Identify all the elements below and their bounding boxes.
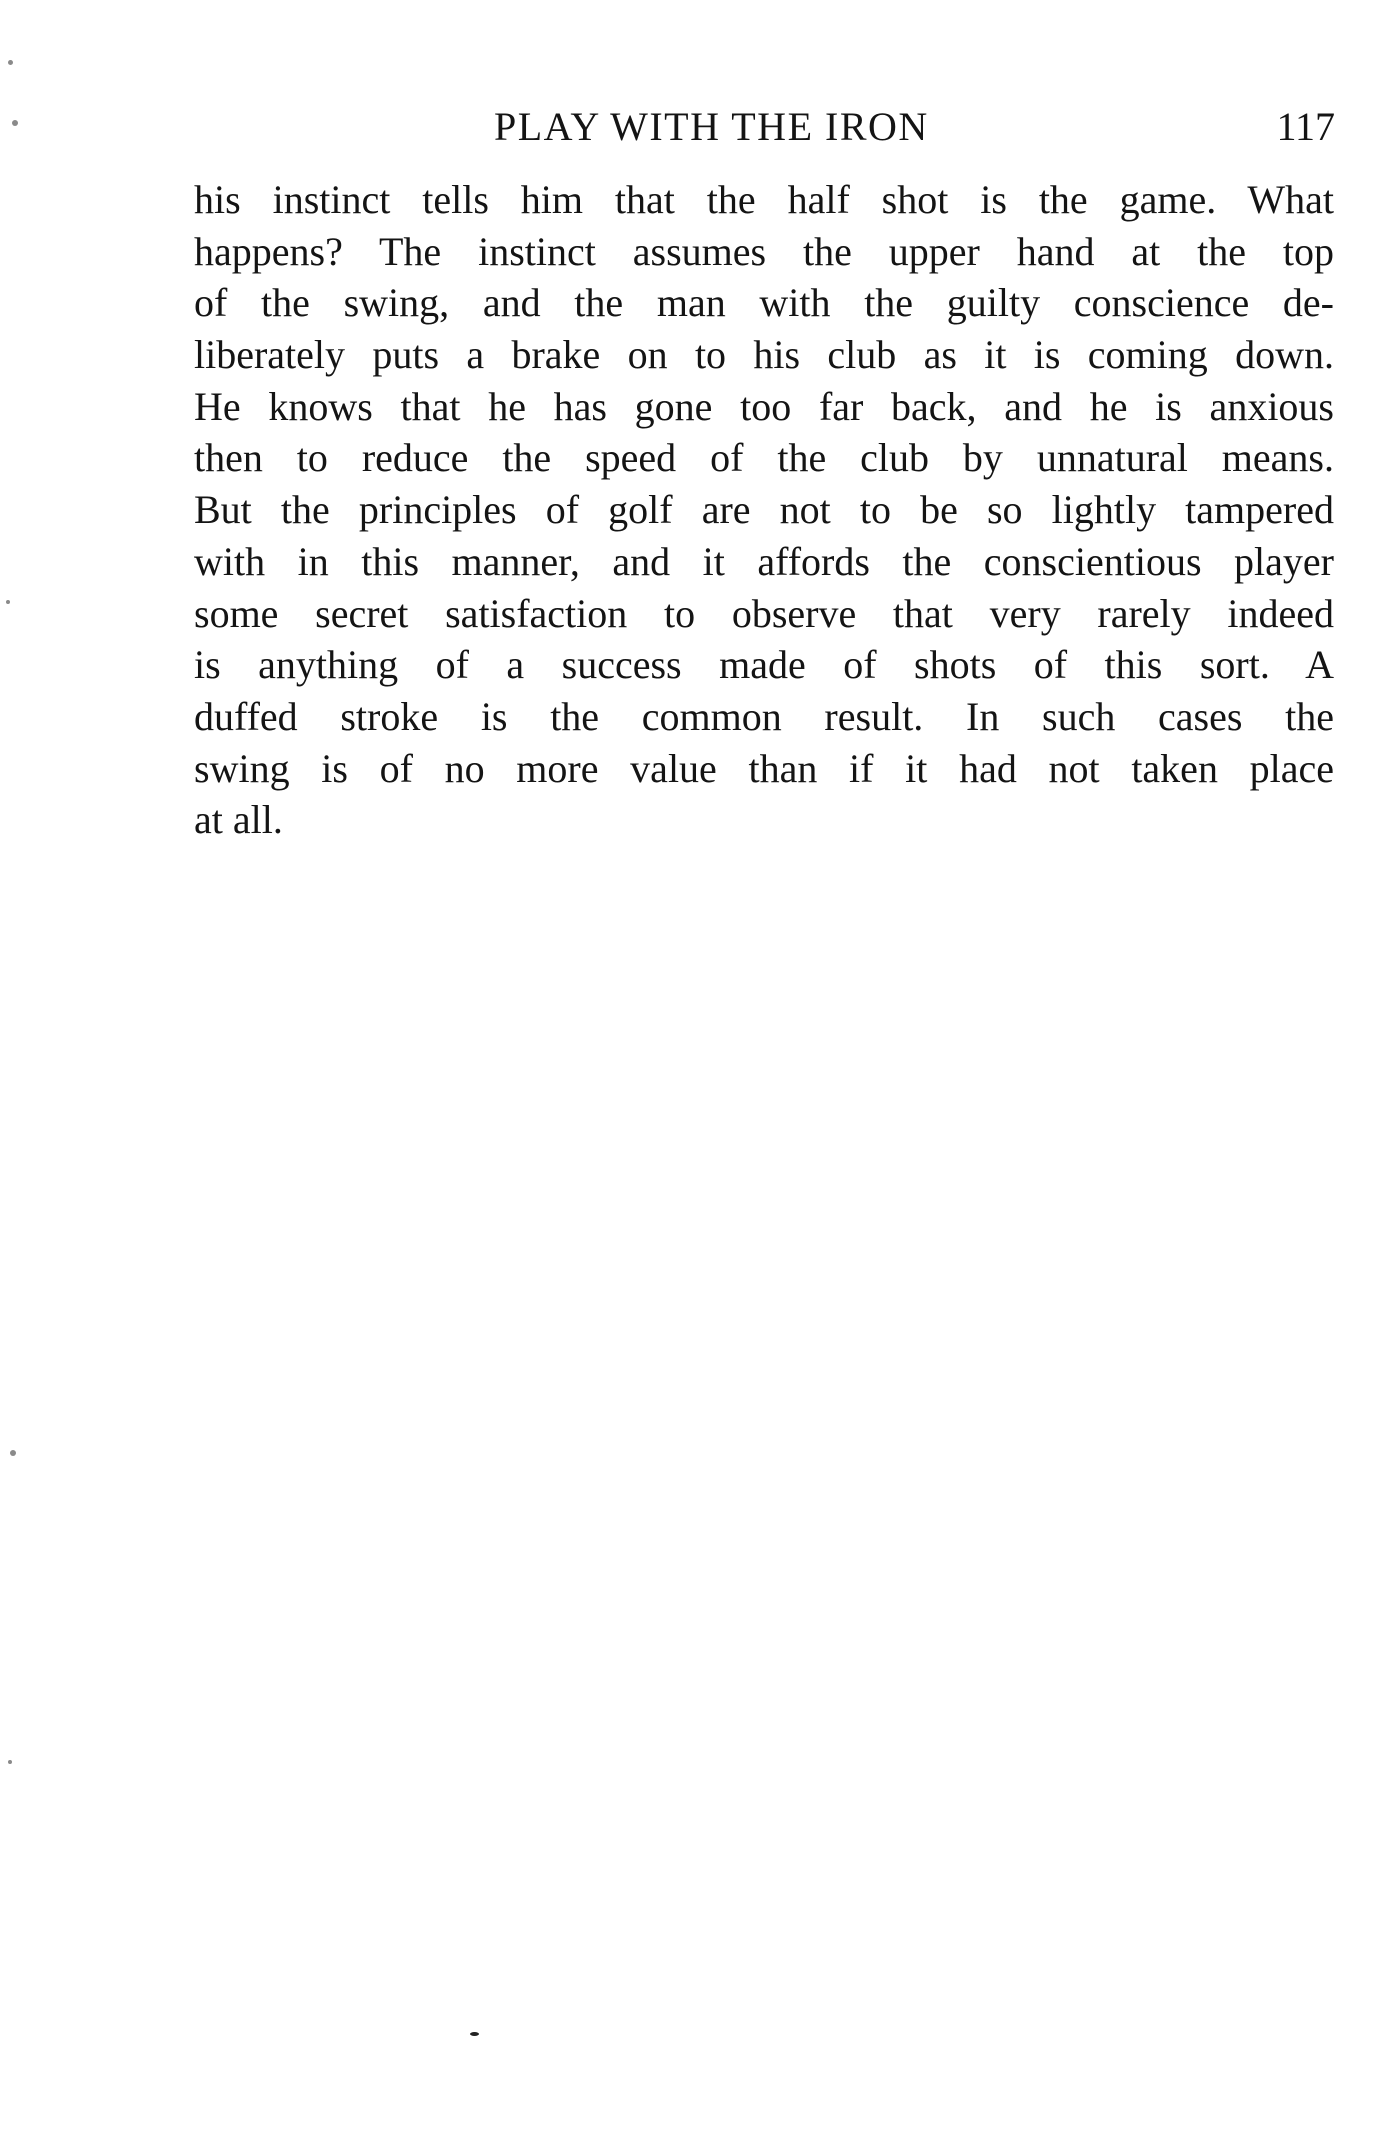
scan-speck: [10, 1450, 16, 1456]
text-line: He knows that he has gone too far back, and he is anxious: [194, 383, 1334, 429]
text-line: his instinct tells him that the half shot is the game. What: [194, 177, 1334, 222]
text-line: is anything of a success made of shots of this sort. A: [194, 642, 1334, 688]
scan-speck: [12, 120, 18, 126]
scan-speck: [8, 60, 13, 65]
scan-speck: [470, 2032, 479, 2036]
running-head: [0, 102, 1390, 152]
page-number: 117: [1276, 104, 1335, 149]
text-line: swing is of no more value than if it had not taken place: [194, 745, 1334, 791]
text-line: happens? The instinct assumes the upper hand at the top: [194, 228, 1334, 274]
text-line: of the swing, and the man with the guilty conscience de-: [194, 280, 1334, 326]
text-line: liberately puts a brake on to his club as it is coming down.: [194, 332, 1334, 378]
body-paragraph: [194, 174, 1334, 846]
text-line: then to reduce the speed of the club by unnatural means.: [194, 435, 1334, 481]
text-line: duffed stroke is the common result. In such cases the: [194, 693, 1334, 739]
text-line: some secret satisfaction to observe that very rarely indeed: [194, 590, 1334, 636]
text-line: at all.: [194, 797, 283, 843]
running-title: PLAY WITH THE IRON: [494, 104, 929, 149]
text-line: with in this manner, and it affords the conscientious player: [194, 538, 1334, 584]
text-line: But the principles of golf are not to be so lightly tampered: [194, 487, 1334, 533]
scan-speck: [6, 600, 10, 604]
scan-speck: [8, 1760, 12, 1764]
